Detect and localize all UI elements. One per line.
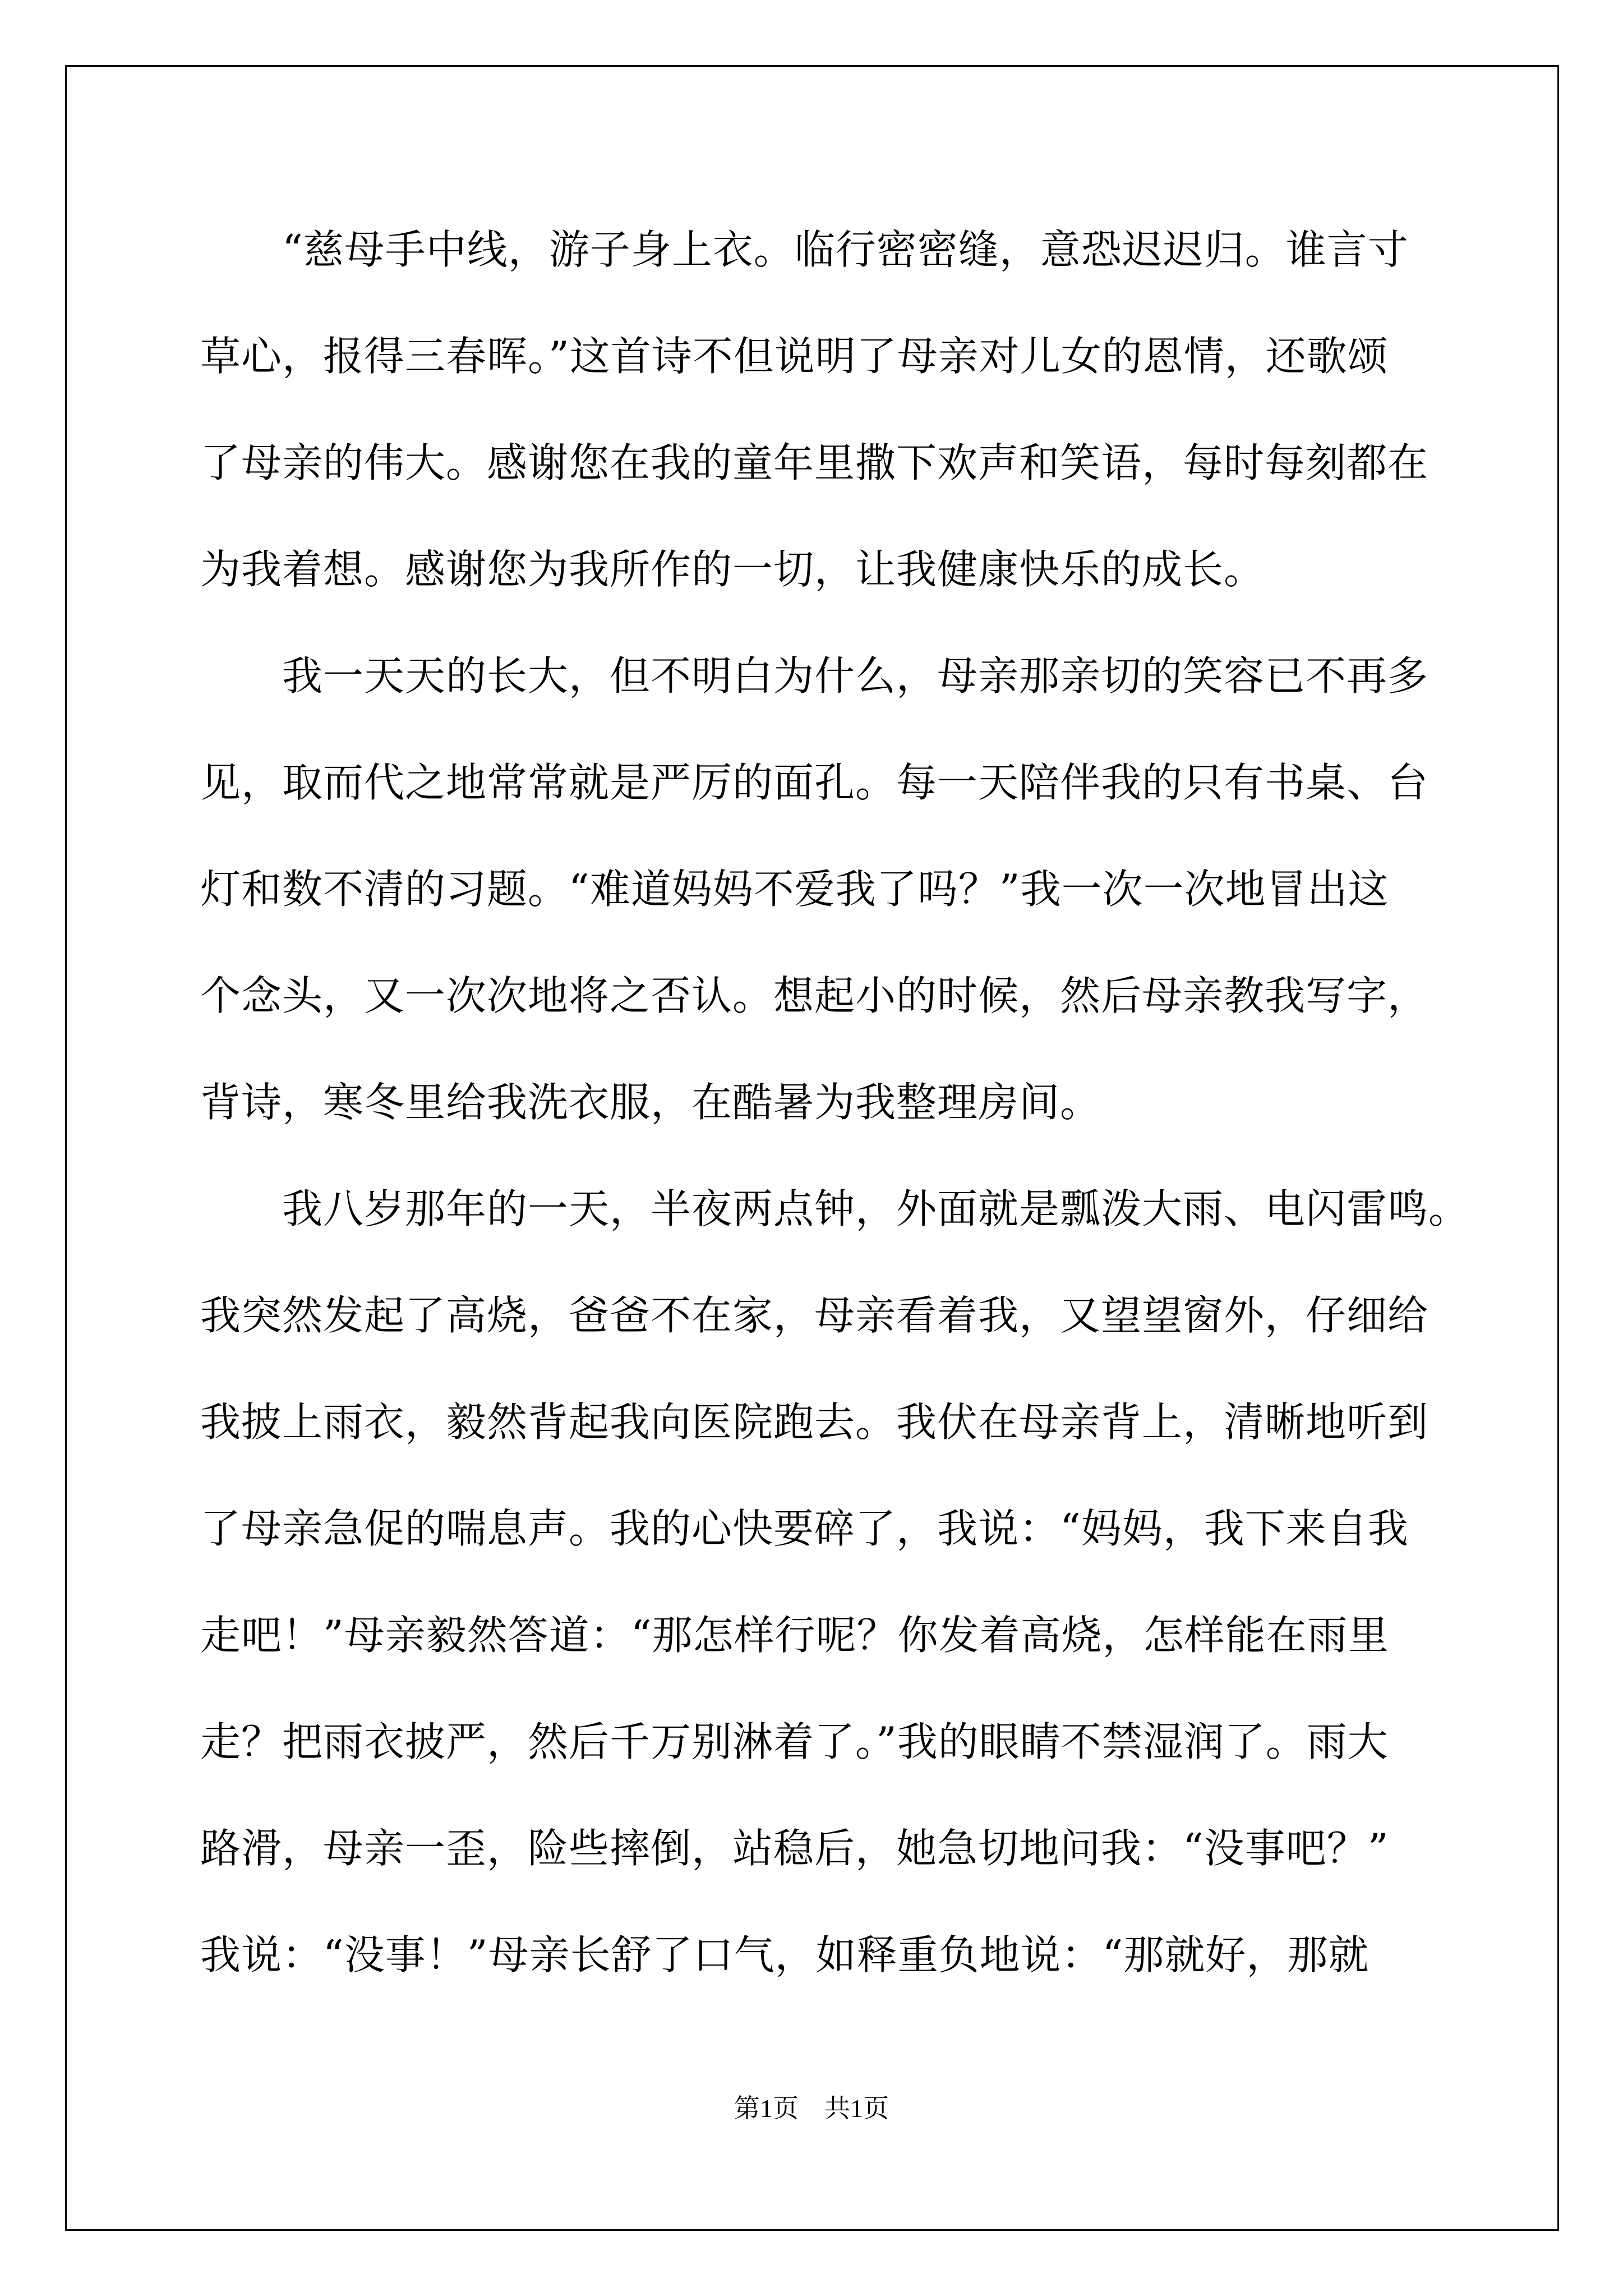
- text-line: 见，取而代之地常常就是严厉的面孔。每一天陪伴我的只有书桌、台: [200, 759, 1429, 806]
- text-line: 我披上雨衣，毅然背起我向医院跑去。我伏在母亲背上，清晰地听到: [200, 1398, 1429, 1446]
- text-line: “慈母手中线，游子身上衣。临行密密缝，意恐迟迟归。谁言寸: [200, 226, 1409, 273]
- text-line: 背诗，寒冬里给我洗衣服，在酷暑为我整理房间。: [200, 1079, 1101, 1126]
- text-line: 走？把雨衣披严，然后千万别淋着了。”我的眼睛不禁湿润了。雨大: [200, 1718, 1389, 1765]
- text-line: 路滑，母亲一歪，险些摔倒，站稳后，她急切地问我：“没事吧？”: [200, 1825, 1389, 1872]
- text-line: 个念头，又一次次地将之否认。想起小的时候，然后母亲教我写字，: [200, 972, 1429, 1019]
- text-line: 我突然发起了高烧，爸爸不在家，母亲看着我，又望望窗外，仔细给: [200, 1292, 1429, 1339]
- text-line: 我一天天的长大，但不明白为什么，母亲那亲切的笑容已不再多: [200, 652, 1429, 700]
- text-line: 草心，报得三春晖。”这首诗不但说明了母亲对儿女的恩情，还歌颂: [200, 333, 1389, 380]
- text-line: 了母亲急促的喘息声。我的心快要碎了，我说：“妈妈，我下来自我: [200, 1505, 1409, 1552]
- text-line: 我八岁那年的一天，半夜两点钟，外面就是瓢泼大雨、电闪雷鸣。: [200, 1185, 1470, 1232]
- text-line: 走吧！”母亲毅然答道：“那怎样行呢？你发着高烧，怎样能在雨里: [200, 1612, 1389, 1659]
- text-line: 灯和数不清的习题。“难道妈妈不爱我了吗？”我一次一次地冒出这: [200, 866, 1389, 913]
- text-line: 我说：“没事！”母亲长舒了口气，如释重负地说：“那就好，那就: [200, 1931, 1370, 1978]
- page-footer: 第1页 共1页: [734, 2094, 889, 2123]
- text-line: 了母亲的伟大。感谢您在我的童年里撒下欢声和笑语，每时每刻都在: [200, 439, 1429, 486]
- text-line: 为我着想。感谢您为我所作的一切，让我健康快乐的成长。: [200, 546, 1265, 593]
- document-body: [200, 216, 1470, 2028]
